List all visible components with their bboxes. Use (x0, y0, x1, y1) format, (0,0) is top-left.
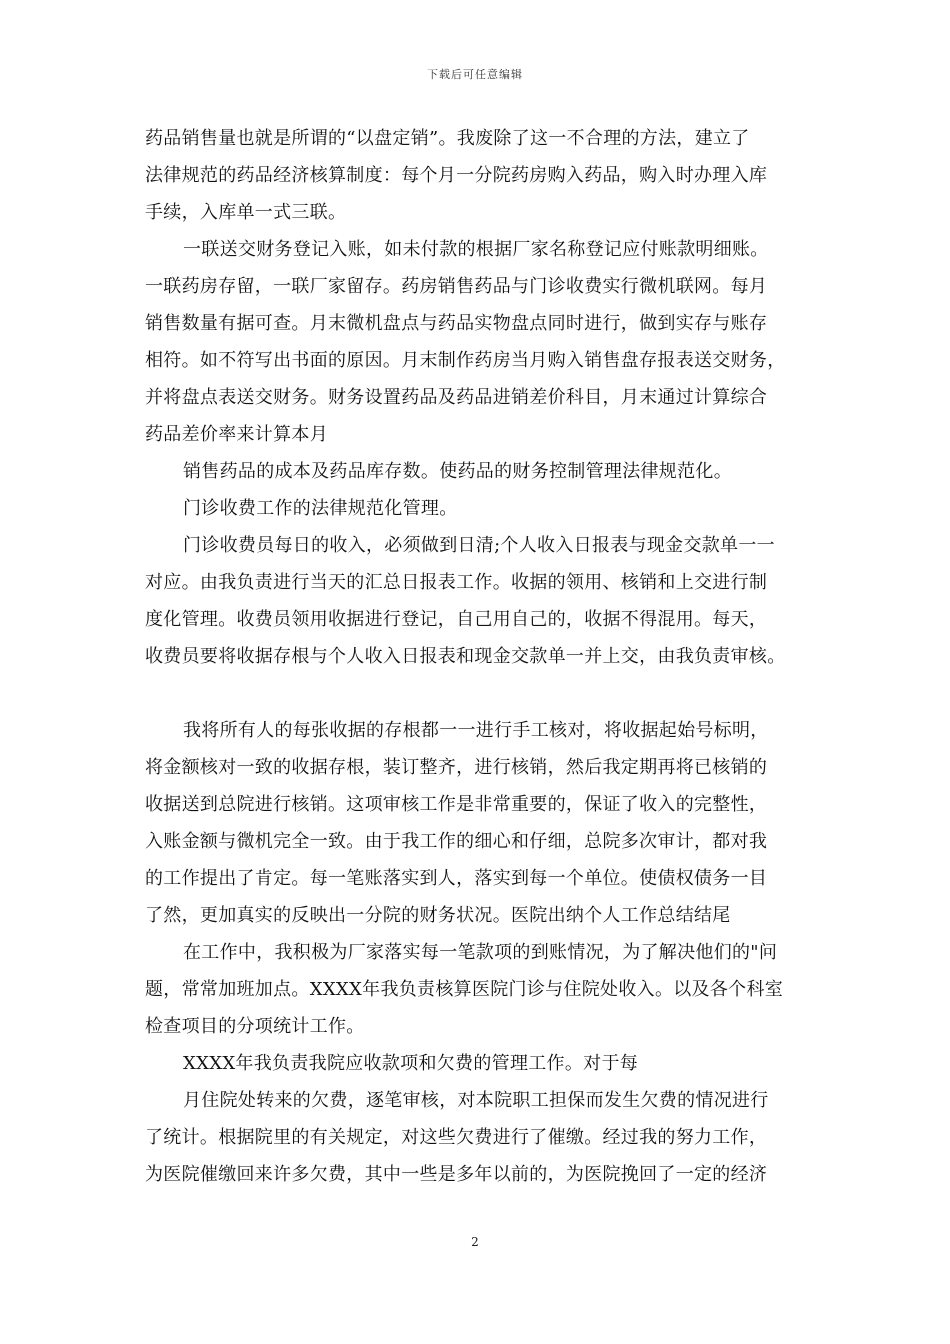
text-line: 收费员要将收据存根与个人收入日报表和现金交款单一并上交，由我负责审核。 (145, 646, 786, 667)
text-line: 药品销售量也就是所谓的“以盘定销”。我废除了这一不合理的方法，建立了 (145, 128, 750, 149)
text-line: 度化管理。收费员领用收据进行登记，自己用自己的，收据不得混用。每天， (145, 609, 768, 630)
text-line: 题，常常加班加点。XXXX年我负责核算医院门诊与住院处收入。以及各个科室 (145, 979, 784, 1000)
paragraph-gap (145, 675, 825, 712)
text-line: 销售数量有据可查。月末微机盘点与药品实物盘点同时进行，做到实存与账存 (145, 313, 768, 334)
text-line: 门诊收费工作的法律规范化管理。 (183, 498, 458, 519)
text-line: 将金额核对一致的收据存根，装订整齐，进行核销，然后我定期再将已核销的 (145, 757, 768, 778)
page-header: 下载后可任意编辑 (427, 68, 523, 81)
text-line: 门诊收费员每日的收入，必须做到日清;个人收入日报表与现金交款单一一 (183, 535, 775, 556)
text-line: 相符。如不符写出书面的原因。月末制作药房当月购入销售盘存报表送交财务， (145, 350, 786, 371)
text-line: 收据送到总院进行核销。这项审核工作是非常重要的，保证了收入的完整性， (145, 794, 768, 815)
text-line: 的工作提出了肯定。每一笔账落实到人，落实到每一个单位。使债权债务一目 (145, 868, 768, 889)
text-line: 法律规范的药品经济核算制度：每个月一分院药房购入药品，购入时办理入库 (145, 165, 768, 186)
text-line: 检查项目的分项统计工作。 (145, 1016, 365, 1037)
text-line: 了统计。根据院里的有关规定，对这些欠费进行了催缴。经过我的努力工作， (145, 1127, 768, 1148)
text-line: 月住院处转来的欠费，逐笔审核，对本院职工担保而发生欠费的情况进行 (183, 1090, 769, 1111)
text-line: 一联送交财务登记入账，如未付款的根据厂家名称登记应付账款明细账。 (183, 239, 769, 260)
text-line: 我将所有人的每张收据的存根都一一进行手工核对，将收据起始号标明， (183, 720, 769, 741)
text-line: 在工作中，我积极为厂家落实每一笔款项的到账情况，为了解决他们的"问 (183, 942, 778, 963)
text-line: 了然，更加真实的反映出一分院的财务状况。医院出纳个人工作总结结尾 (145, 905, 731, 926)
text-line: 入账金额与微机完全一致。由于我工作的细心和仔细，总院多次审计，都对我 (145, 831, 768, 852)
text-line: 一联药房存留，一联厂家留存。药房销售药品与门诊收费实行微机联网。每月 (145, 276, 768, 297)
document-body (145, 120, 825, 1193)
text-line: 药品差价率来计算本月 (145, 424, 328, 445)
text-line: 对应。由我负责进行当天的汇总日报表工作。收据的领用、核销和上交进行制 (145, 572, 768, 593)
text-line: 手续，入库单一式三联。 (145, 202, 347, 223)
text-line: 并将盘点表送交财务。财务设置药品及药品进销差价科目，月末通过计算综合 (145, 387, 768, 408)
page-number: 2 (471, 1235, 479, 1249)
text-line: 为医院催缴回来许多欠费，其中一些是多年以前的，为医院挽回了一定的经济 (145, 1164, 768, 1185)
text-line: 销售药品的成本及药品库存数。使药品的财务控制管理法律规范化。 (183, 461, 732, 482)
text-line: XXXX年我负责我院应收款项和欠费的管理工作。对于每 (183, 1053, 639, 1074)
